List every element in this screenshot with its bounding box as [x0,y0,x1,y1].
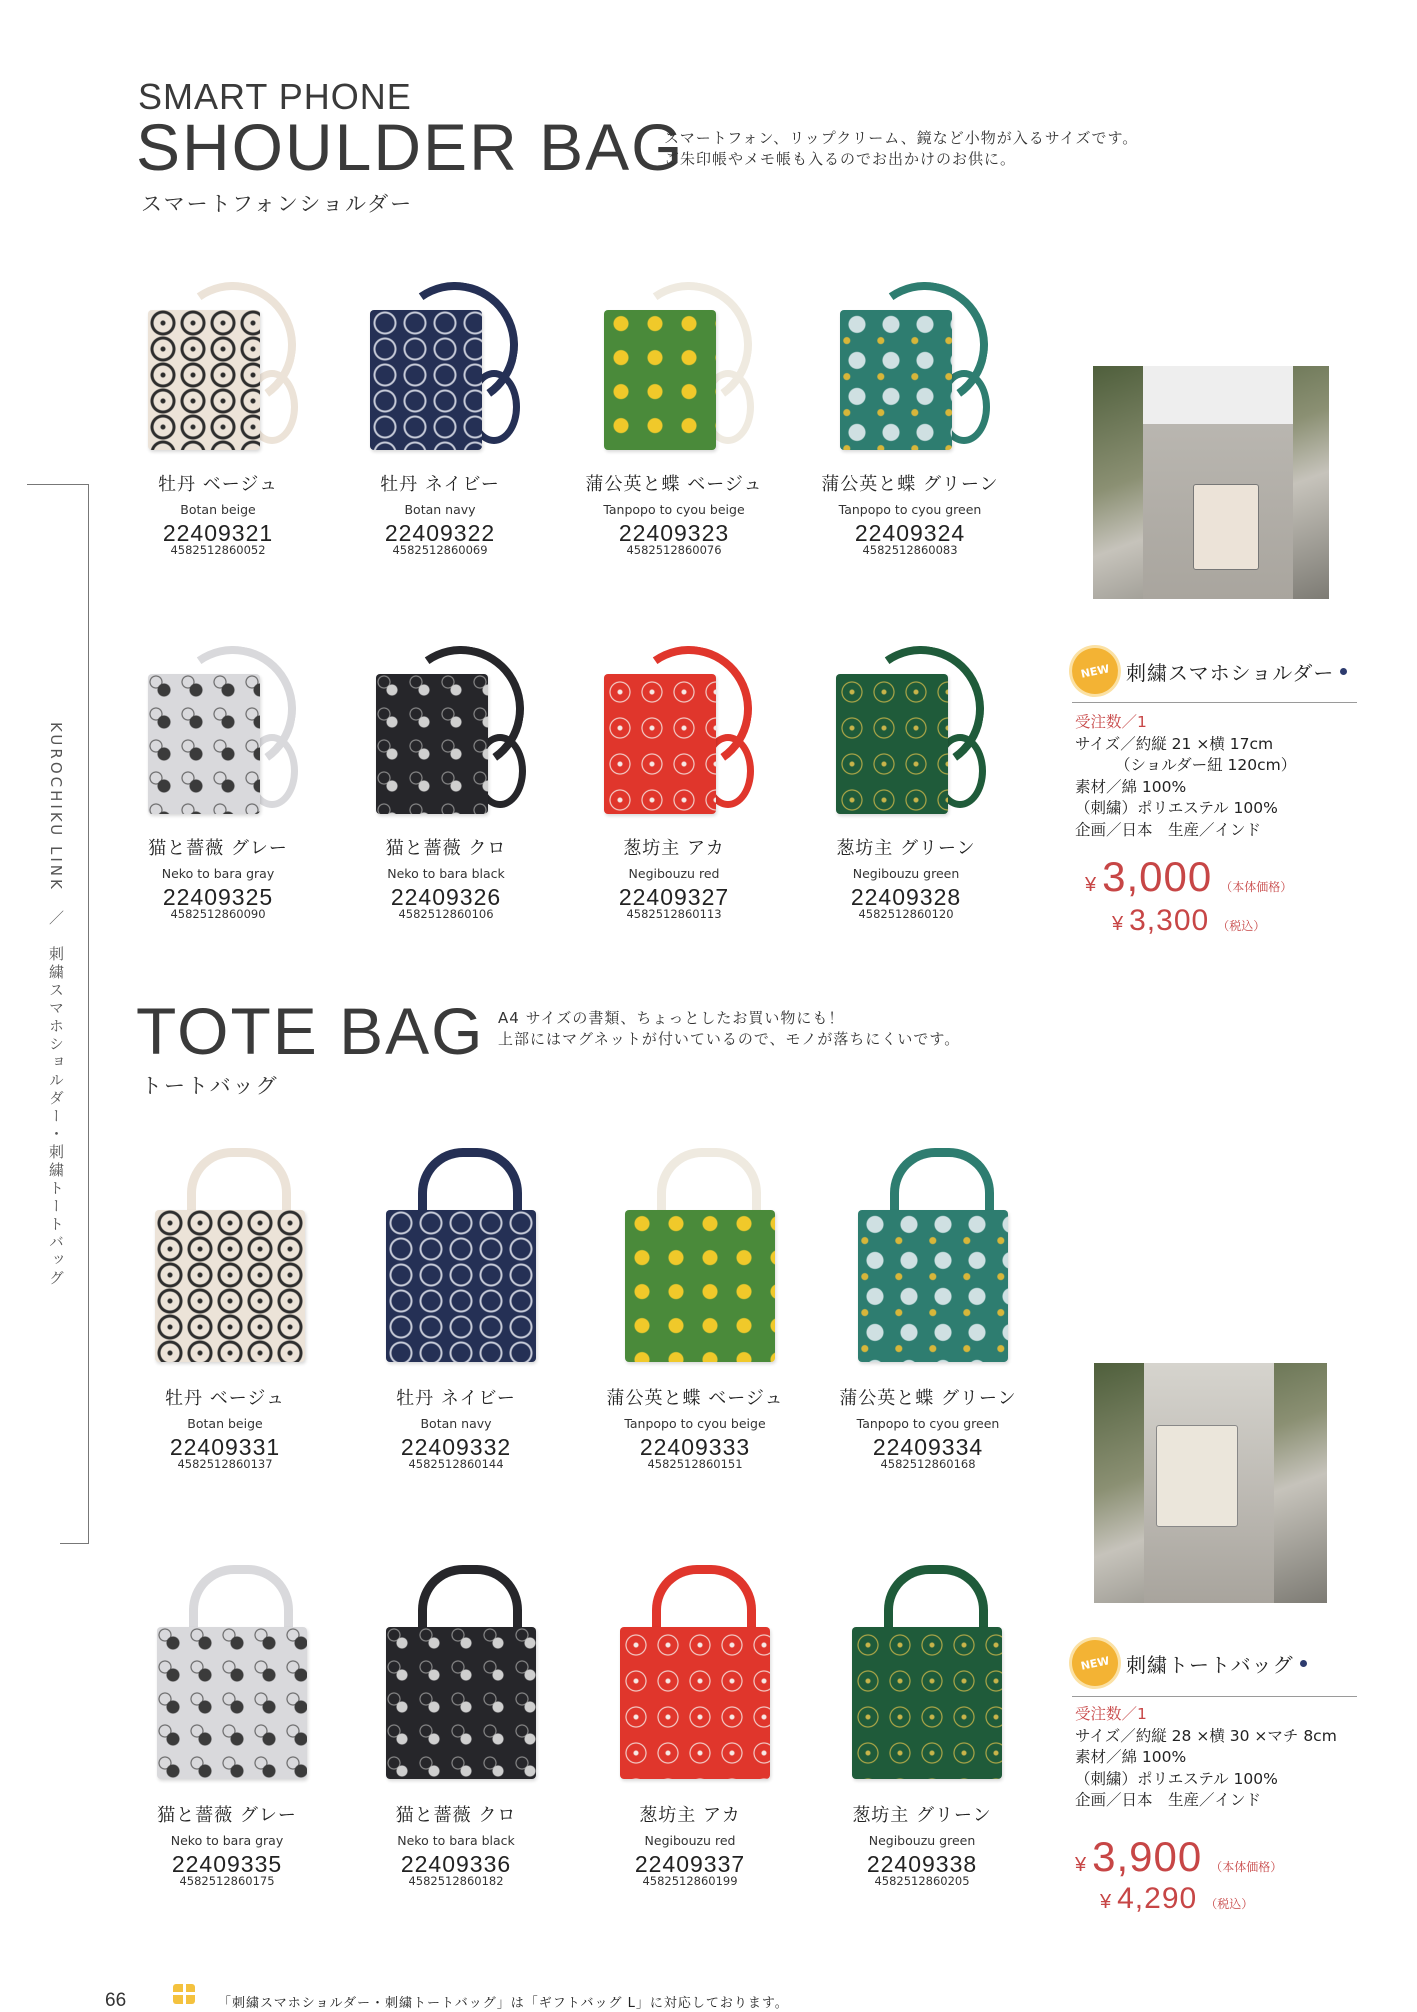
gift-icon [173,1984,195,2004]
product-jan: 4582512860199 [642,1874,738,1888]
product-code: 22409333 [639,1434,751,1460]
product-jan: 4582512860205 [874,1874,970,1888]
product-jan: 4582512860076 [626,543,722,557]
tote-intro [498,1008,960,1050]
product-card[interactable] [800,270,1020,557]
price-tax-value: 4,290 [1117,1882,1198,1915]
product-jan: 4582512860168 [880,1457,976,1471]
shoulder-title: SHOULDER BAG [136,110,685,184]
product-name-en: Tanpopo to cyou green [838,502,982,517]
product-card[interactable] [330,270,550,557]
product-name-en: Negibouzu green [852,866,960,881]
page-number: 66 [105,1990,127,2011]
price-tax [1100,1882,1253,1916]
info-title: 刺繍スマホショルダー [1126,660,1335,685]
yen-symbol: ¥ [1100,1891,1112,1913]
product-name-en: Negibouzu red [644,1833,736,1848]
product-card[interactable] [115,1128,335,1471]
product-card[interactable] [564,634,784,921]
product-name-en: Botan beige [180,502,256,517]
price-tax [1112,904,1265,938]
product-name-jp: 蒲公英と蝶 ベージュ [585,474,763,495]
product-card[interactable] [564,270,784,557]
product-jan: 4582512860182 [408,1874,504,1888]
spec-order: 受注数／1 [1075,1705,1147,1723]
product-name-en: Botan navy [420,1416,492,1431]
spec-size: サイズ／約縦 21 ×横 17cm [1075,734,1274,753]
intro-line: ご朱印帳やメモ帳も入るのでお出かけのお供に。 [664,150,1017,168]
bag-image [346,634,546,824]
product-card[interactable] [346,1128,566,1471]
spec-material: 素材／綿 100% [1075,1748,1187,1766]
bag-image [595,1128,795,1374]
product-jan: 4582512860106 [398,907,494,921]
divider [1072,1696,1357,1697]
product-name-jp: 牡丹 ネイビー [396,1388,516,1409]
product-code: 22409328 [850,884,962,910]
product-jan: 4582512860144 [408,1457,504,1471]
product-name-en: Neko to bara black [397,1833,515,1848]
bag-image [118,634,318,824]
bullet-dot-icon [1340,668,1347,675]
tote-spec [1075,1704,1337,1812]
product-code: 22409336 [400,1851,512,1877]
spec-size: サイズ／約縦 28 ×横 30 ×マチ 8cm [1075,1726,1337,1745]
bag-image [127,1545,327,1791]
new-badge: NEW [1068,644,1123,699]
product-card[interactable] [108,270,328,557]
product-name-jp: 猫と薔薇 クロ [385,838,507,859]
yen-symbol: ¥ [1112,913,1124,935]
product-code: 22409331 [169,1434,281,1460]
product-jan: 4582512860090 [170,907,266,921]
product-name-en: Neko to bara gray [161,866,275,881]
yen-symbol: ¥ [1085,874,1097,896]
bag-image [828,1128,1028,1374]
shoulder-intro [664,128,1138,170]
product-card[interactable] [580,1545,800,1888]
tote-title: TOTE BAG [136,994,485,1068]
spec-origin: 企画／日本 生産／インド [1075,1791,1262,1809]
price-note: （本体価格） [1220,880,1293,894]
product-code: 22409326 [390,884,502,910]
bag-image [118,270,318,460]
spec-material: 素材／綿 100% [1075,777,1187,796]
shoulder-title-jp: スマートフォンショルダー [141,192,414,216]
shoulder-lifestyle-photo [1093,366,1329,599]
product-code: 22409337 [634,1851,746,1877]
intro-line: 上部にはマグネットが付いているので、モノが落ちにくいです。 [498,1030,961,1048]
price-tax-value: 3,300 [1129,904,1210,937]
product-card[interactable] [796,634,1016,921]
product-card[interactable] [108,634,328,921]
price-base [1075,1833,1282,1881]
product-name-jp: 猫と薔薇 クロ [395,1805,517,1826]
product-name-jp: 猫と薔薇 グレー [148,838,288,859]
yen-symbol: ¥ [1075,1854,1087,1876]
bag-image [340,270,540,460]
shoulder-spec [1075,712,1296,841]
price-tax-note: （税込） [1205,1897,1254,1911]
product-card[interactable] [346,1545,566,1888]
price-value: 3,900 [1092,1833,1203,1880]
product-code: 22409325 [162,884,274,910]
bag-image [356,1545,556,1791]
product-code: 22409335 [171,1851,283,1877]
product-name-jp: 葱坊主 グリーン [852,1805,992,1826]
footnote: 「刺繍スマホショルダー・刺繍トートバッグ」は「ギフトバッグ L」に対応しております。 [218,1996,789,2011]
product-code: 22409332 [400,1434,512,1460]
bag-image [356,1128,556,1374]
product-name-jp: 蒲公英と蝶 グリーン [839,1388,1017,1409]
price-note: （本体価格） [1210,1860,1283,1874]
side-rule [60,1543,89,1544]
product-jan: 4582512860151 [647,1457,743,1471]
price-base [1085,853,1292,901]
product-code: 22409338 [866,1851,978,1877]
bullet-dot-icon [1300,1660,1307,1667]
tote-info-heading [1072,1640,1307,1686]
product-name-jp: 牡丹 ベージュ [157,474,278,495]
product-jan: 4582512860113 [626,907,722,921]
product-jan: 4582512860175 [179,1874,275,1888]
product-card[interactable] [812,1545,1032,1888]
product-name-en: Tanpopo to cyou beige [624,1416,766,1431]
bag-image [574,270,774,460]
product-name-jp: 葱坊主 アカ [639,1805,741,1826]
intro-line: A4 サイズの書類、ちょっとしたお買い物にも！ [498,1009,845,1027]
intro-line: スマートフォン、リップクリーム、鏡など小物が入るサイズです。 [664,129,1139,147]
product-code: 22409323 [618,520,730,546]
product-name-en: Neko to bara black [387,866,505,881]
product-name-en: Tanpopo to cyou beige [603,502,745,517]
product-jan: 4582512860120 [858,907,954,921]
product-name-en: Tanpopo to cyou green [856,1416,1000,1431]
product-jan: 4582512860052 [170,543,266,557]
product-name-en: Botan navy [404,502,476,517]
spec-embroidery: （刺繍）ポリエステル 100% [1075,1769,1278,1788]
product-name-jp: 牡丹 ネイビー [380,474,500,495]
product-name-jp: 牡丹 ベージュ [164,1388,285,1409]
product-card[interactable] [117,1545,337,1888]
product-jan: 4582512860083 [862,543,958,557]
product-name-en: Botan beige [187,1416,263,1431]
divider [1072,702,1357,703]
product-card[interactable] [818,1128,1038,1471]
price-tax-note: （税込） [1217,919,1266,933]
product-name-jp: 葱坊主 グリーン [836,838,976,859]
bag-image [822,1545,1022,1791]
product-code: 22409321 [162,520,274,546]
bag-image [125,1128,325,1374]
product-code: 22409327 [618,884,730,910]
product-code: 22409322 [384,520,496,546]
side-rule [88,484,89,1544]
spec-size-strap: （ショルダー紐 120cm） [1115,756,1297,774]
product-jan: 4582512860069 [392,543,488,557]
product-name-jp: 蒲公英と蝶 グリーン [821,474,999,495]
shoulder-info-heading [1072,648,1347,694]
new-badge: NEW [1068,1636,1123,1691]
spec-embroidery: （刺繍）ポリエステル 100% [1075,799,1278,817]
tote-title-jp: トートバッグ [141,1074,279,1098]
bag-image [810,270,1010,460]
spec-order: 受注数／1 [1075,713,1147,731]
side-rule [27,484,89,485]
bag-image [574,634,774,824]
product-name-en: Neko to bara gray [170,1833,284,1848]
product-name-en: Negibouzu red [628,866,720,881]
product-name-jp: 猫と薔薇 グレー [157,1805,297,1826]
product-name-en: Negibouzu green [868,1833,976,1848]
product-name-jp: 蒲公英と蝶 ベージュ [606,1388,784,1409]
product-jan: 4582512860137 [177,1457,273,1471]
info-title: 刺繍トートバッグ [1126,1652,1294,1677]
price-value: 3,000 [1102,853,1213,900]
product-name-jp: 葱坊主 アカ [623,838,725,859]
tote-lifestyle-photo [1094,1363,1327,1603]
spec-origin: 企画／日本 生産／インド [1075,820,1262,839]
shoulder-title-small: SMART PHONE [138,76,412,117]
side-label: KUROCHIKU LINK ／ 刺繍スマホショルダー・刺繍トートバッグ [47,722,65,1288]
product-card[interactable] [585,1128,805,1471]
bag-image [806,634,1006,824]
bag-image [590,1545,790,1791]
product-card[interactable] [336,634,556,921]
product-code: 22409334 [872,1434,984,1460]
product-code: 22409324 [854,520,966,546]
